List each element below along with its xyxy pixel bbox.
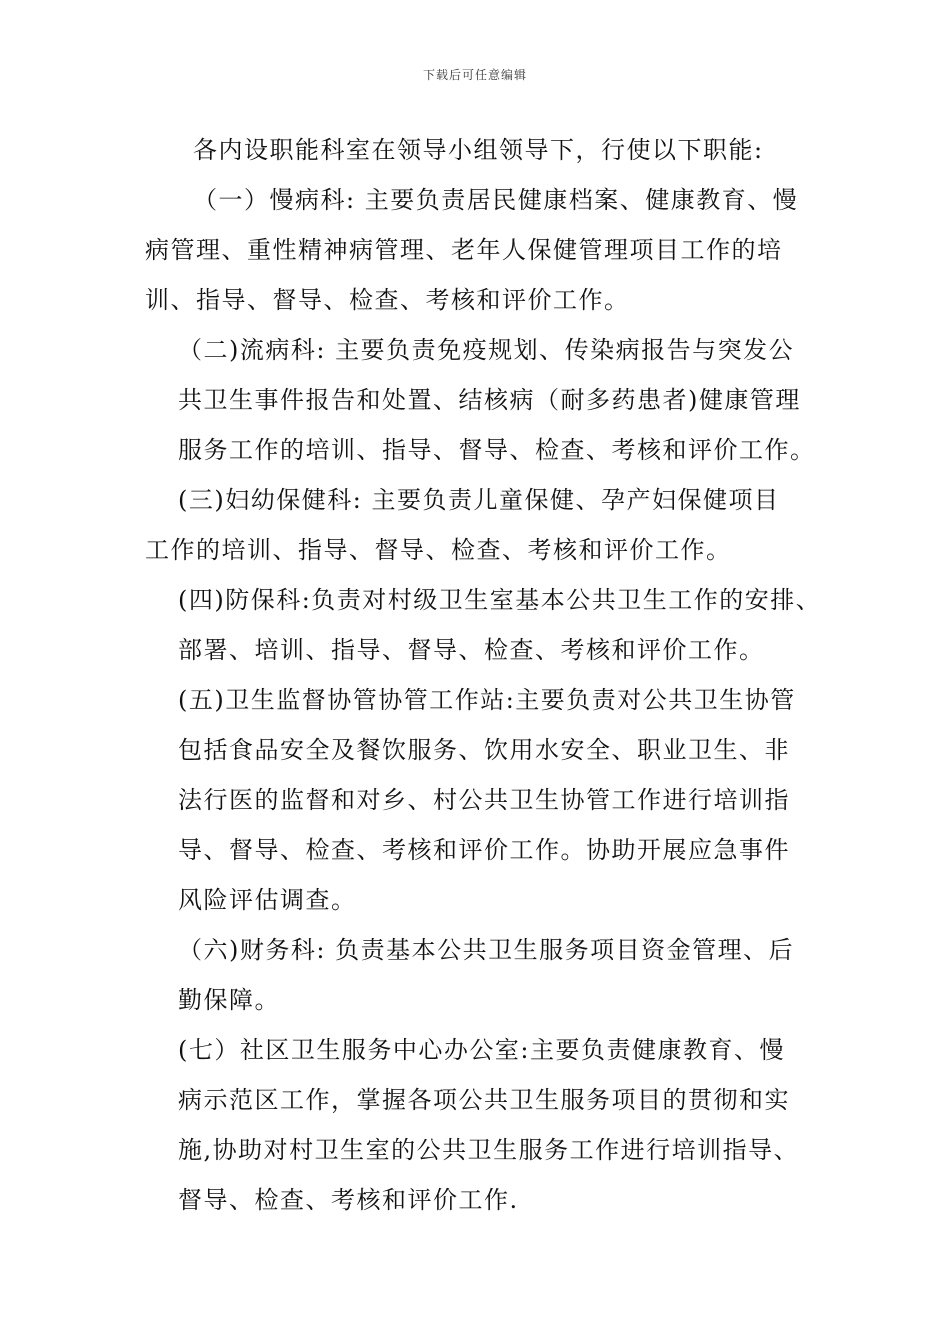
text-line: 风险评估调查。 bbox=[178, 886, 357, 914]
text-line: 包括食品安全及餐饮服务、饮用水安全、职业卫生、非 bbox=[178, 736, 790, 764]
text-line: 法行医的监督和对乡、村公共卫生协管工作进行培训指 bbox=[178, 786, 790, 814]
text-line: 共卫生事件报告和处置、结核病（耐多药患者)健康管理 bbox=[178, 386, 801, 414]
text-line: (七）社区卫生服务中心办公室:主要负责健康教育、慢 bbox=[178, 1036, 785, 1064]
text-line: 部署、培训、指导、督导、检查、考核和评价工作。 bbox=[178, 636, 765, 664]
text-line: （二)流病科: 主要负责免疫规划、传染病报告与突发公 bbox=[178, 336, 795, 364]
text-line: 服务工作的培训、指导、督导、检查、考核和评价工作。 bbox=[178, 436, 816, 464]
text-line: 各内设职能科室在领导小组领导下，行使以下职能: bbox=[193, 136, 764, 164]
text-line: 工作的培训、指导、督导、检查、考核和评价工作。 bbox=[145, 536, 732, 564]
text-line: (四)防保科:负责对村级卫生室基本公共卫生工作的安排、 bbox=[178, 586, 822, 614]
text-line: 病示范区工作，掌握各项公共卫生服务项目的贯彻和实 bbox=[178, 1086, 790, 1114]
text-line: 勤保障。 bbox=[178, 986, 280, 1014]
text-line: (三)妇幼保健科: 主要负责儿童保健、孕产妇保健项目 bbox=[178, 486, 780, 514]
text-line: （一）慢病科: 主要负责居民健康档案、健康教育、慢 bbox=[193, 186, 799, 214]
text-line: 训、指导、督导、检查、考核和评价工作。 bbox=[145, 286, 630, 314]
page-header: 下载后可任意编辑 bbox=[422, 68, 527, 82]
text-line: （六)财务科: 负责基本公共卫生服务项目资金管理、后 bbox=[178, 936, 795, 964]
text-line: 督导、检查、考核和评价工作. bbox=[178, 1186, 519, 1214]
text-line: 病管理、重性精神病管理、老年人保健管理项目工作的培 bbox=[145, 236, 783, 264]
text-line: 导、督导、检查、考核和评价工作。协助开展应急事件 bbox=[178, 836, 790, 864]
text-line: 施,协助对村卫生室的公共卫生服务工作进行培训指导、 bbox=[178, 1136, 800, 1164]
text-line: (五)卫生监督协管协管工作站:主要负责对公共卫生协管 bbox=[178, 686, 796, 714]
